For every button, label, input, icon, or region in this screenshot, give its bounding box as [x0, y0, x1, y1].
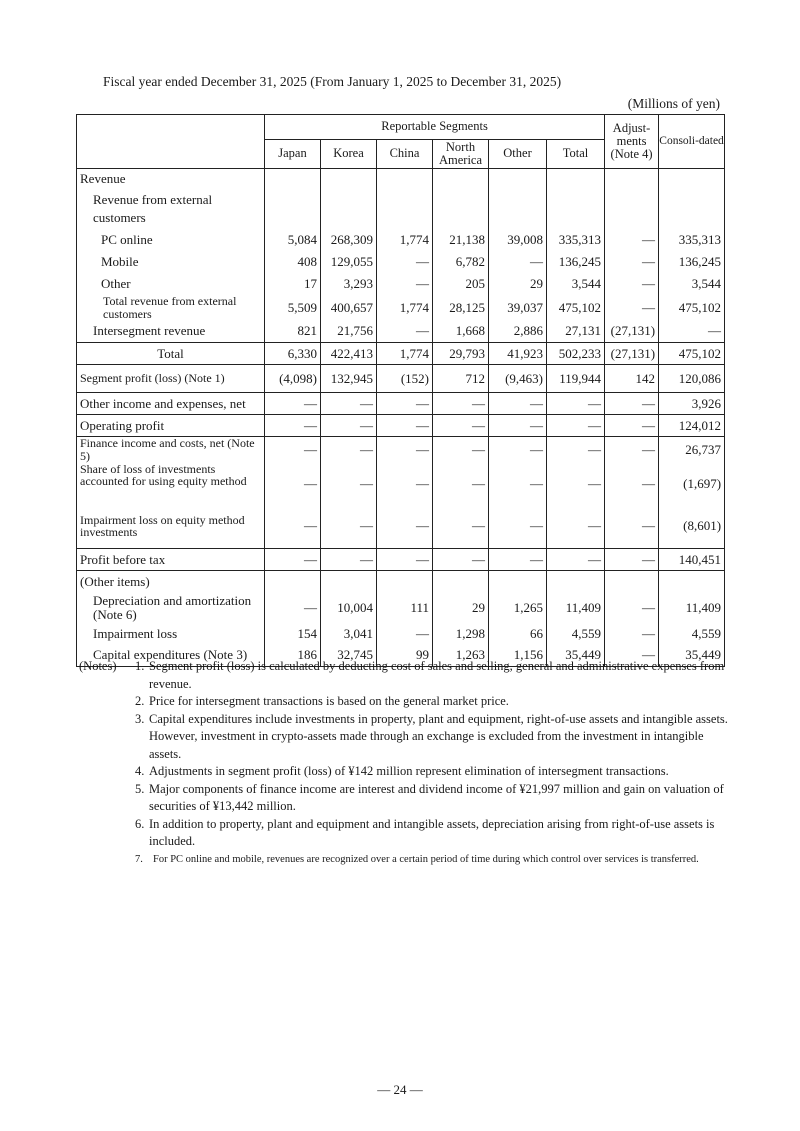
value-cell: — [321, 549, 377, 571]
value-cell: 5,509 [265, 295, 321, 321]
value-cell: 475,102 [659, 343, 725, 365]
value-cell: 29 [489, 273, 547, 295]
value-cell: 475,102 [547, 295, 605, 321]
value-cell: 186 [265, 645, 321, 667]
value-cell: — [377, 273, 433, 295]
value-cell: 35,449 [659, 645, 725, 667]
value-cell: — [547, 415, 605, 437]
table-row [77, 623, 725, 645]
value-cell: 99 [377, 645, 433, 667]
page-number: — 24 — [377, 1082, 423, 1097]
col-other: Other [489, 140, 547, 169]
value-cell: 29 [433, 593, 489, 623]
note-number: 2. [135, 694, 145, 708]
value-cell: 1,298 [433, 623, 489, 645]
value-cell: — [377, 463, 433, 505]
value-cell: — [433, 463, 489, 505]
value-cell: 41,923 [489, 343, 547, 365]
empty-cell [547, 169, 605, 189]
row-label: Other income and expenses, net [77, 393, 265, 415]
value-cell: — [377, 251, 433, 273]
table-row [77, 549, 725, 571]
table-row [77, 189, 725, 229]
value-cell: — [605, 549, 659, 571]
value-cell: — [605, 645, 659, 667]
col-total: Total [547, 140, 605, 169]
value-cell: — [605, 623, 659, 645]
value-cell: 1,668 [433, 321, 489, 343]
note-item [79, 763, 729, 781]
note-number: 1. [135, 659, 145, 673]
value-cell: 408 [265, 251, 321, 273]
value-cell: — [605, 463, 659, 505]
value-cell: — [659, 321, 725, 343]
value-cell: — [547, 437, 605, 463]
value-cell: 3,293 [321, 273, 377, 295]
value-cell: — [489, 437, 547, 463]
row-label: Impairment loss on equity method investments [77, 505, 265, 549]
empty-cell [547, 571, 605, 593]
row-label: PC online [77, 229, 265, 251]
note-number: 4. [135, 764, 145, 778]
row-label: Other [77, 273, 265, 295]
value-cell: (9,463) [489, 365, 547, 393]
value-cell: 29,793 [433, 343, 489, 365]
value-cell: (27,131) [605, 343, 659, 365]
value-cell: — [377, 505, 433, 549]
value-cell: 32,745 [321, 645, 377, 667]
value-cell: 5,084 [265, 229, 321, 251]
table-row [77, 505, 725, 549]
value-cell: 422,413 [321, 343, 377, 365]
value-cell: — [605, 505, 659, 549]
value-cell: — [605, 393, 659, 415]
note-item [79, 781, 729, 816]
value-cell: — [605, 437, 659, 463]
value-cell: 27,131 [547, 321, 605, 343]
value-cell: 1,156 [489, 645, 547, 667]
value-cell: — [265, 437, 321, 463]
row-label: Total [77, 343, 265, 365]
empty-cell [489, 169, 547, 189]
value-cell: — [321, 415, 377, 437]
note-item [79, 816, 729, 851]
row-label: Profit before tax [77, 549, 265, 571]
reportable-segments-header: Reportable Segments [265, 115, 605, 140]
row-label: Depreciation and amortization (Note 6) [77, 593, 265, 623]
note-prefix [79, 781, 135, 816]
table-row [77, 571, 725, 593]
value-cell: (4,098) [265, 365, 321, 393]
value-cell: 502,233 [547, 343, 605, 365]
value-cell: (1,697) [659, 463, 725, 505]
empty-cell [377, 571, 433, 593]
note-prefix: (Notes) [79, 659, 117, 673]
value-cell: 3,544 [547, 273, 605, 295]
value-cell: 6,782 [433, 251, 489, 273]
value-cell: — [605, 273, 659, 295]
value-cell: 1,265 [489, 593, 547, 623]
value-cell: — [265, 593, 321, 623]
value-cell: 335,313 [659, 229, 725, 251]
value-cell: (8,601) [659, 505, 725, 549]
col-north-america: North America [433, 140, 489, 169]
table-heading: Fiscal year ended December 31, 2025 (From January 1, 2025 to December 31, 2025) [103, 74, 562, 89]
empty-cell [659, 169, 725, 189]
value-cell: 35,449 [547, 645, 605, 667]
note-prefix [79, 763, 135, 781]
note-item [79, 851, 729, 868]
col-japan: Japan [265, 140, 321, 169]
empty-cell [433, 571, 489, 593]
note-item [79, 693, 729, 711]
empty-cell [321, 571, 377, 593]
row-label: (Other items) [77, 571, 265, 593]
value-cell: (27,131) [605, 321, 659, 343]
note-number: 7. [135, 853, 143, 865]
note-text: For PC online and mobile, revenues are recognized over a certain period of time during which control over services is transferred. [153, 853, 699, 865]
value-cell: — [321, 463, 377, 505]
value-cell: 1,263 [433, 645, 489, 667]
note-prefix [79, 851, 135, 868]
note-text: In addition to property, plant and equipment and intangible assets, depreciation arising from right-of-use assets is included. [149, 816, 715, 848]
value-cell: 11,409 [659, 593, 725, 623]
value-cell: 335,313 [547, 229, 605, 251]
value-cell: — [321, 393, 377, 415]
row-label: Impairment loss [77, 623, 265, 645]
value-cell: — [489, 251, 547, 273]
empty-cell [489, 571, 547, 593]
table-body [77, 169, 725, 667]
header-row-1 [77, 115, 725, 140]
value-cell: — [605, 295, 659, 321]
empty-cell [433, 169, 489, 189]
value-cell: — [605, 593, 659, 623]
value-cell: 136,245 [547, 251, 605, 273]
value-cell: 21,756 [321, 321, 377, 343]
value-cell: 4,559 [659, 623, 725, 645]
table-row [77, 321, 725, 343]
value-cell: 136,245 [659, 251, 725, 273]
note-number: 5. [135, 781, 145, 796]
col-china: China [377, 140, 433, 169]
value-cell: — [547, 505, 605, 549]
value-cell: 268,309 [321, 229, 377, 251]
table-row [77, 273, 725, 295]
value-cell: — [265, 415, 321, 437]
value-cell: 66 [489, 623, 547, 645]
value-cell: 142 [605, 365, 659, 393]
value-cell: 17 [265, 273, 321, 295]
value-cell: 28,125 [433, 295, 489, 321]
row-label: Share of loss of investments accounted for using equity method [77, 463, 265, 505]
col-korea: Korea [321, 140, 377, 169]
value-cell: 120,086 [659, 365, 725, 393]
table-row [77, 295, 725, 321]
value-cell: — [377, 415, 433, 437]
value-cell: — [433, 393, 489, 415]
note-text: Segment profit (loss) is calculated by deducting cost of sales and selling, general and administrative expenses from revenue. [149, 659, 725, 691]
value-cell: — [489, 415, 547, 437]
value-cell: — [265, 393, 321, 415]
value-cell: 400,657 [321, 295, 377, 321]
empty-cell [605, 571, 659, 593]
value-cell: — [605, 251, 659, 273]
value-cell: 26,737 [659, 437, 725, 463]
segment-table [76, 114, 725, 667]
empty-cell [547, 189, 605, 229]
value-cell: 119,944 [547, 365, 605, 393]
row-label: Intersegment revenue [77, 321, 265, 343]
value-cell: 475,102 [659, 295, 725, 321]
note-number: 6. [135, 816, 145, 831]
value-cell: — [547, 549, 605, 571]
note-prefix [79, 711, 135, 764]
note-text: Capital expenditures include investments in property, plant and equipment, right-of-use assets and intangible assets. However, investment in crypto-assets made through an exchange is excluded from the investment in intangible assets. [149, 711, 728, 761]
value-cell: 111 [377, 593, 433, 623]
value-cell: — [433, 415, 489, 437]
unit-label: (Millions of yen) [627, 96, 720, 111]
empty-cell [433, 189, 489, 229]
value-cell: 10,004 [321, 593, 377, 623]
value-cell: — [605, 415, 659, 437]
value-cell: — [605, 229, 659, 251]
value-cell: 3,041 [321, 623, 377, 645]
note-number: 3. [135, 711, 145, 726]
table-row [77, 415, 725, 437]
empty-cell [265, 189, 321, 229]
row-label: Capital expenditures (Note 3) [77, 645, 265, 667]
value-cell: — [321, 505, 377, 549]
value-cell: — [433, 549, 489, 571]
adjustments-header: Adjust-ments (Note 4) [605, 115, 659, 169]
value-cell: — [377, 623, 433, 645]
table-row [77, 463, 725, 505]
table-row [77, 229, 725, 251]
value-cell: — [547, 463, 605, 505]
table-row [77, 593, 725, 623]
row-label: Segment profit (loss) (Note 1) [77, 365, 265, 393]
value-cell: — [489, 393, 547, 415]
value-cell: 124,012 [659, 415, 725, 437]
table-row [77, 437, 725, 463]
note-prefix [79, 693, 135, 711]
note-item [79, 658, 729, 693]
table-row [77, 393, 725, 415]
row-label: Finance income and costs, net (Note 5) [77, 437, 265, 463]
value-cell: 6,330 [265, 343, 321, 365]
value-cell: 821 [265, 321, 321, 343]
empty-cell [265, 169, 321, 189]
empty-cell [321, 169, 377, 189]
row-label: Operating profit [77, 415, 265, 437]
value-cell: 154 [265, 623, 321, 645]
empty-cell [377, 169, 433, 189]
value-cell: 132,945 [321, 365, 377, 393]
value-cell: 140,451 [659, 549, 725, 571]
empty-cell [321, 189, 377, 229]
value-cell: — [433, 505, 489, 549]
value-cell: — [547, 393, 605, 415]
empty-cell [659, 571, 725, 593]
value-cell: 3,544 [659, 273, 725, 295]
value-cell: — [489, 549, 547, 571]
row-label-text: Revenue from external customers [93, 191, 213, 225]
table-row [77, 169, 725, 189]
value-cell: — [489, 463, 547, 505]
note-text: Major components of finance income are interest and dividend income of ¥21,997 million and gain on valuation of securities of ¥13,442 million. [149, 781, 724, 813]
table-row [77, 251, 725, 273]
value-cell: — [377, 549, 433, 571]
value-cell: 205 [433, 273, 489, 295]
value-cell: 4,559 [547, 623, 605, 645]
value-cell: 1,774 [377, 229, 433, 251]
value-cell: 39,037 [489, 295, 547, 321]
note-text: Adjustments in segment profit (loss) of ¥142 million represent elimination of intersegment transactions. [149, 764, 669, 778]
row-label: Revenue [77, 169, 265, 189]
table-row [77, 343, 725, 365]
row-label: Mobile [77, 251, 265, 273]
value-cell: (152) [377, 365, 433, 393]
value-cell: — [265, 549, 321, 571]
empty-cell [605, 169, 659, 189]
row-label [77, 189, 265, 229]
value-cell: — [265, 463, 321, 505]
table-row [77, 365, 725, 393]
value-cell: — [265, 505, 321, 549]
value-cell: — [377, 393, 433, 415]
value-cell: 21,138 [433, 229, 489, 251]
value-cell: — [321, 437, 377, 463]
value-cell: 1,774 [377, 343, 433, 365]
header-blank [77, 115, 265, 169]
empty-cell [605, 189, 659, 229]
value-cell: — [377, 437, 433, 463]
consolidated-header: Consoli-dated [659, 115, 725, 169]
value-cell: 712 [433, 365, 489, 393]
row-label: Total revenue from external customers [77, 295, 265, 321]
note-item [79, 711, 729, 764]
empty-cell [265, 571, 321, 593]
note-text: Price for intersegment transactions is based on the general market price. [149, 694, 509, 708]
notes-section [79, 658, 729, 868]
empty-cell [377, 189, 433, 229]
value-cell: 3,926 [659, 393, 725, 415]
value-cell: — [489, 505, 547, 549]
empty-cell [489, 189, 547, 229]
value-cell: 129,055 [321, 251, 377, 273]
value-cell: — [433, 437, 489, 463]
value-cell: — [377, 321, 433, 343]
value-cell: 2,886 [489, 321, 547, 343]
empty-cell [659, 189, 725, 229]
value-cell: 11,409 [547, 593, 605, 623]
value-cell: 1,774 [377, 295, 433, 321]
value-cell: 39,008 [489, 229, 547, 251]
note-prefix [79, 816, 135, 851]
